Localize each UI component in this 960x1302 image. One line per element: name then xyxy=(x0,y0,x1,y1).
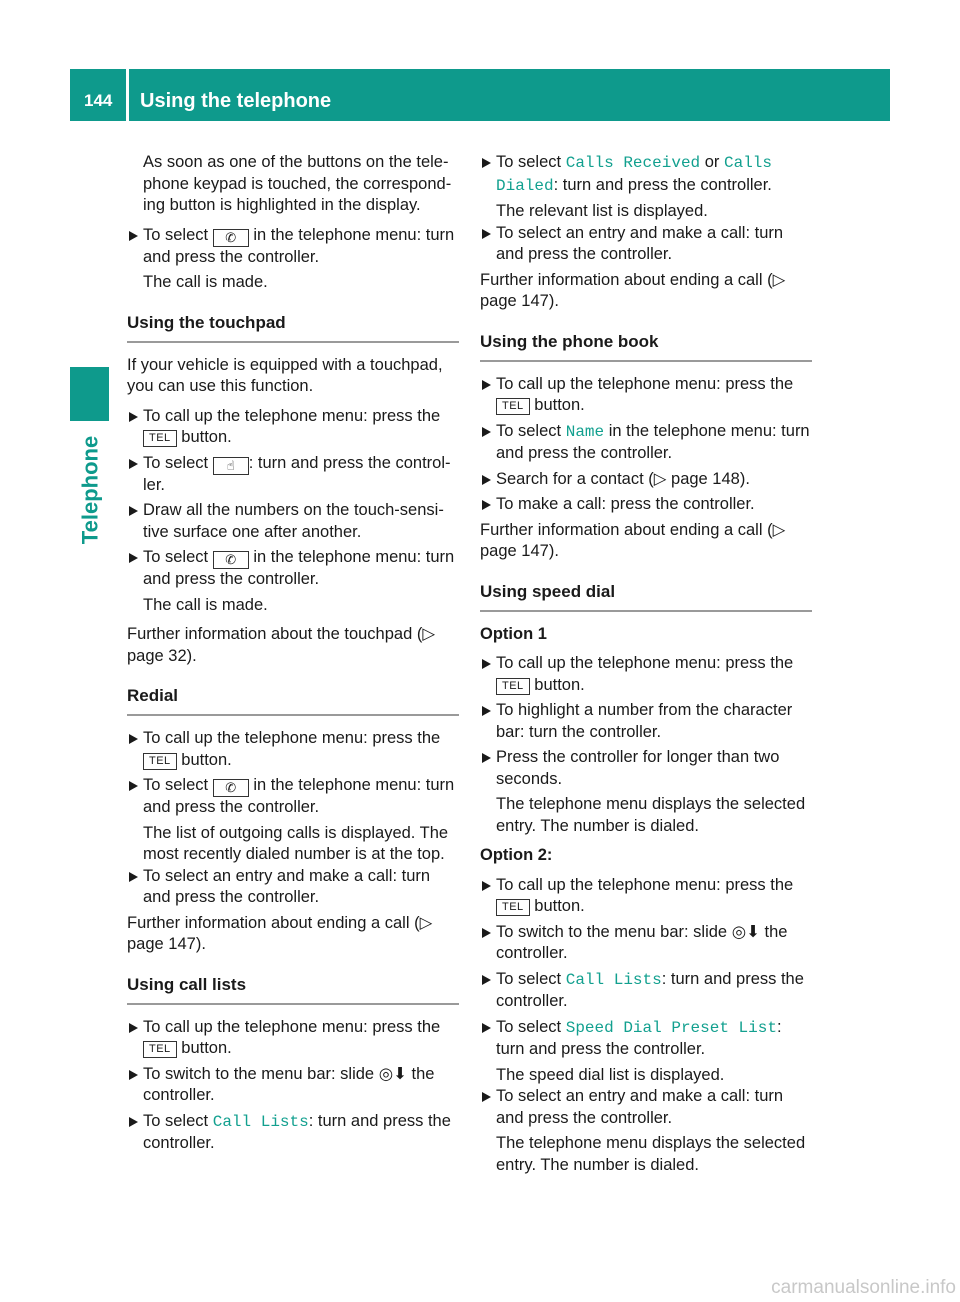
tel-key-icon: TEL xyxy=(143,430,177,447)
result-text: The call is made. xyxy=(143,273,268,291)
step: To select ✆ in the telephone menu: turn and press the controller. xyxy=(127,225,459,269)
tel-key-icon: TEL xyxy=(496,899,530,916)
cross-reference: Further information about the touchpad (▷ page 32). xyxy=(127,625,436,665)
step: To select Call Lists: turn and press the controller. xyxy=(127,1111,459,1155)
cross-reference: Further information about ending a call (▷ page 147). xyxy=(127,913,433,953)
step: To select ✆ in the telephone menu: turn and press the controller. xyxy=(127,547,459,591)
watermark: carmanualsonline.info xyxy=(771,1277,956,1298)
step: To call up the telephone menu: press the TEL button. xyxy=(127,406,459,449)
step: To call up the telephone menu: press the TEL button. xyxy=(127,728,459,771)
page-title: Using the telephone xyxy=(140,90,332,112)
result-text: The call is made. xyxy=(143,595,268,614)
phone-icon: ✆ xyxy=(213,229,249,247)
menu-item-calls-dialed: Calls Dialed xyxy=(496,154,773,195)
step: Press the controller for longer than two seconds. xyxy=(480,747,812,790)
page-header xyxy=(70,69,890,121)
left-column xyxy=(127,152,459,1159)
intro-text: As soon as one of the buttons on the tele-phone keypad is touched, the correspond-ing button is highlighted in the display. xyxy=(143,153,452,214)
step: To select Name in the telephone menu: turn and press the controller. xyxy=(480,421,812,465)
menu-item-speed-dial-preset-list: Speed Dial Preset List xyxy=(565,1018,777,1037)
result-text: The telephone menu displays the selected entry. The number is dialed. xyxy=(496,795,806,835)
cross-reference: Further information about ending a call (▷ page 147). xyxy=(480,270,786,310)
tel-key-icon: TEL xyxy=(143,753,177,770)
phone-icon: ✆ xyxy=(213,551,249,569)
menu-item-name: Name xyxy=(565,422,605,441)
tel-key-icon: TEL xyxy=(143,1041,177,1058)
result-text: The speed dial list is displayed. xyxy=(496,1065,725,1084)
step: To select ✆ in the telephone menu: turn and press the controller. xyxy=(127,775,459,819)
touchpad-icon: ☝ xyxy=(213,457,249,475)
cross-reference: Further information about ending a call (▷ page 147). xyxy=(480,520,786,560)
step: To make a call: press the controller. xyxy=(480,494,812,516)
step: To switch to the menu bar: slide ◎⬇ the controller. xyxy=(480,922,812,965)
option-heading: Option 1 xyxy=(480,624,547,643)
tel-key-icon: TEL xyxy=(496,398,530,415)
header-divider xyxy=(126,69,129,121)
menu-item-call-lists: Call Lists xyxy=(565,970,662,989)
step: To select an entry and make a call: turn and press the controller. xyxy=(127,866,459,909)
section-heading-redial: Redial xyxy=(127,685,459,716)
step: To select an entry and make a call: turn and press the controller. xyxy=(480,223,812,266)
menu-item-calls-received: Calls Received xyxy=(565,154,701,172)
side-tab-label: Telephone xyxy=(76,435,102,545)
right-column xyxy=(480,152,812,1176)
page-number: 144 xyxy=(84,91,113,110)
slide-down-icon: ◎⬇ xyxy=(378,1064,407,1083)
result-text: The telephone menu displays the selected entry. The number is dialed. xyxy=(496,1134,806,1174)
paragraph: If your vehicle is equipped with a touchpad, you can use this function. xyxy=(127,355,443,395)
step: To select Speed Dial Preset List: turn and press the controller. xyxy=(480,1017,812,1061)
section-heading-touchpad: Using the touchpad xyxy=(127,312,459,343)
step: To call up the telephone menu: press the TEL button. xyxy=(127,1017,459,1060)
option-heading: Option 2: xyxy=(480,846,553,864)
result-text: The list of outgoing calls is displayed. The most recently dialed number is at the top. xyxy=(143,823,449,863)
step: To highlight a number from the character bar: turn the controller. xyxy=(480,700,812,743)
slide-down-icon: ◎⬇ xyxy=(731,922,760,941)
menu-item-call-lists: Call Lists xyxy=(212,1112,309,1131)
step: To switch to the menu bar: slide ◎⬇ the controller. xyxy=(127,1064,459,1107)
section-heading-phone-book: Using the phone book xyxy=(480,331,812,362)
section-heading-call-lists: Using call lists xyxy=(127,974,459,1005)
step: To call up the telephone menu: press the TEL button. xyxy=(480,875,812,918)
step: Draw all the numbers on the touch-sensi-tive surface one after another. xyxy=(127,500,459,543)
side-tab-marker xyxy=(70,367,109,421)
step: To select ☝ : turn and press the control-ler. xyxy=(127,453,459,497)
tel-key-icon: TEL xyxy=(496,678,530,695)
result-text: The relevant list is displayed. xyxy=(496,202,708,220)
step: Search for a contact (▷ page 148). xyxy=(480,469,812,491)
section-heading-speed-dial: Using speed dial xyxy=(480,581,812,612)
step: To call up the telephone menu: press the TEL button. xyxy=(480,374,812,417)
step: To select Call Lists: turn and press the controller. xyxy=(480,969,812,1013)
step: To select an entry and make a call: turn and press the controller. xyxy=(480,1086,812,1129)
phone-icon: ✆ xyxy=(213,779,249,797)
step: To call up the telephone menu: press the TEL button. xyxy=(480,653,812,696)
step: To select Calls Received or Calls Dialed: turn and press the controller. xyxy=(480,152,812,197)
